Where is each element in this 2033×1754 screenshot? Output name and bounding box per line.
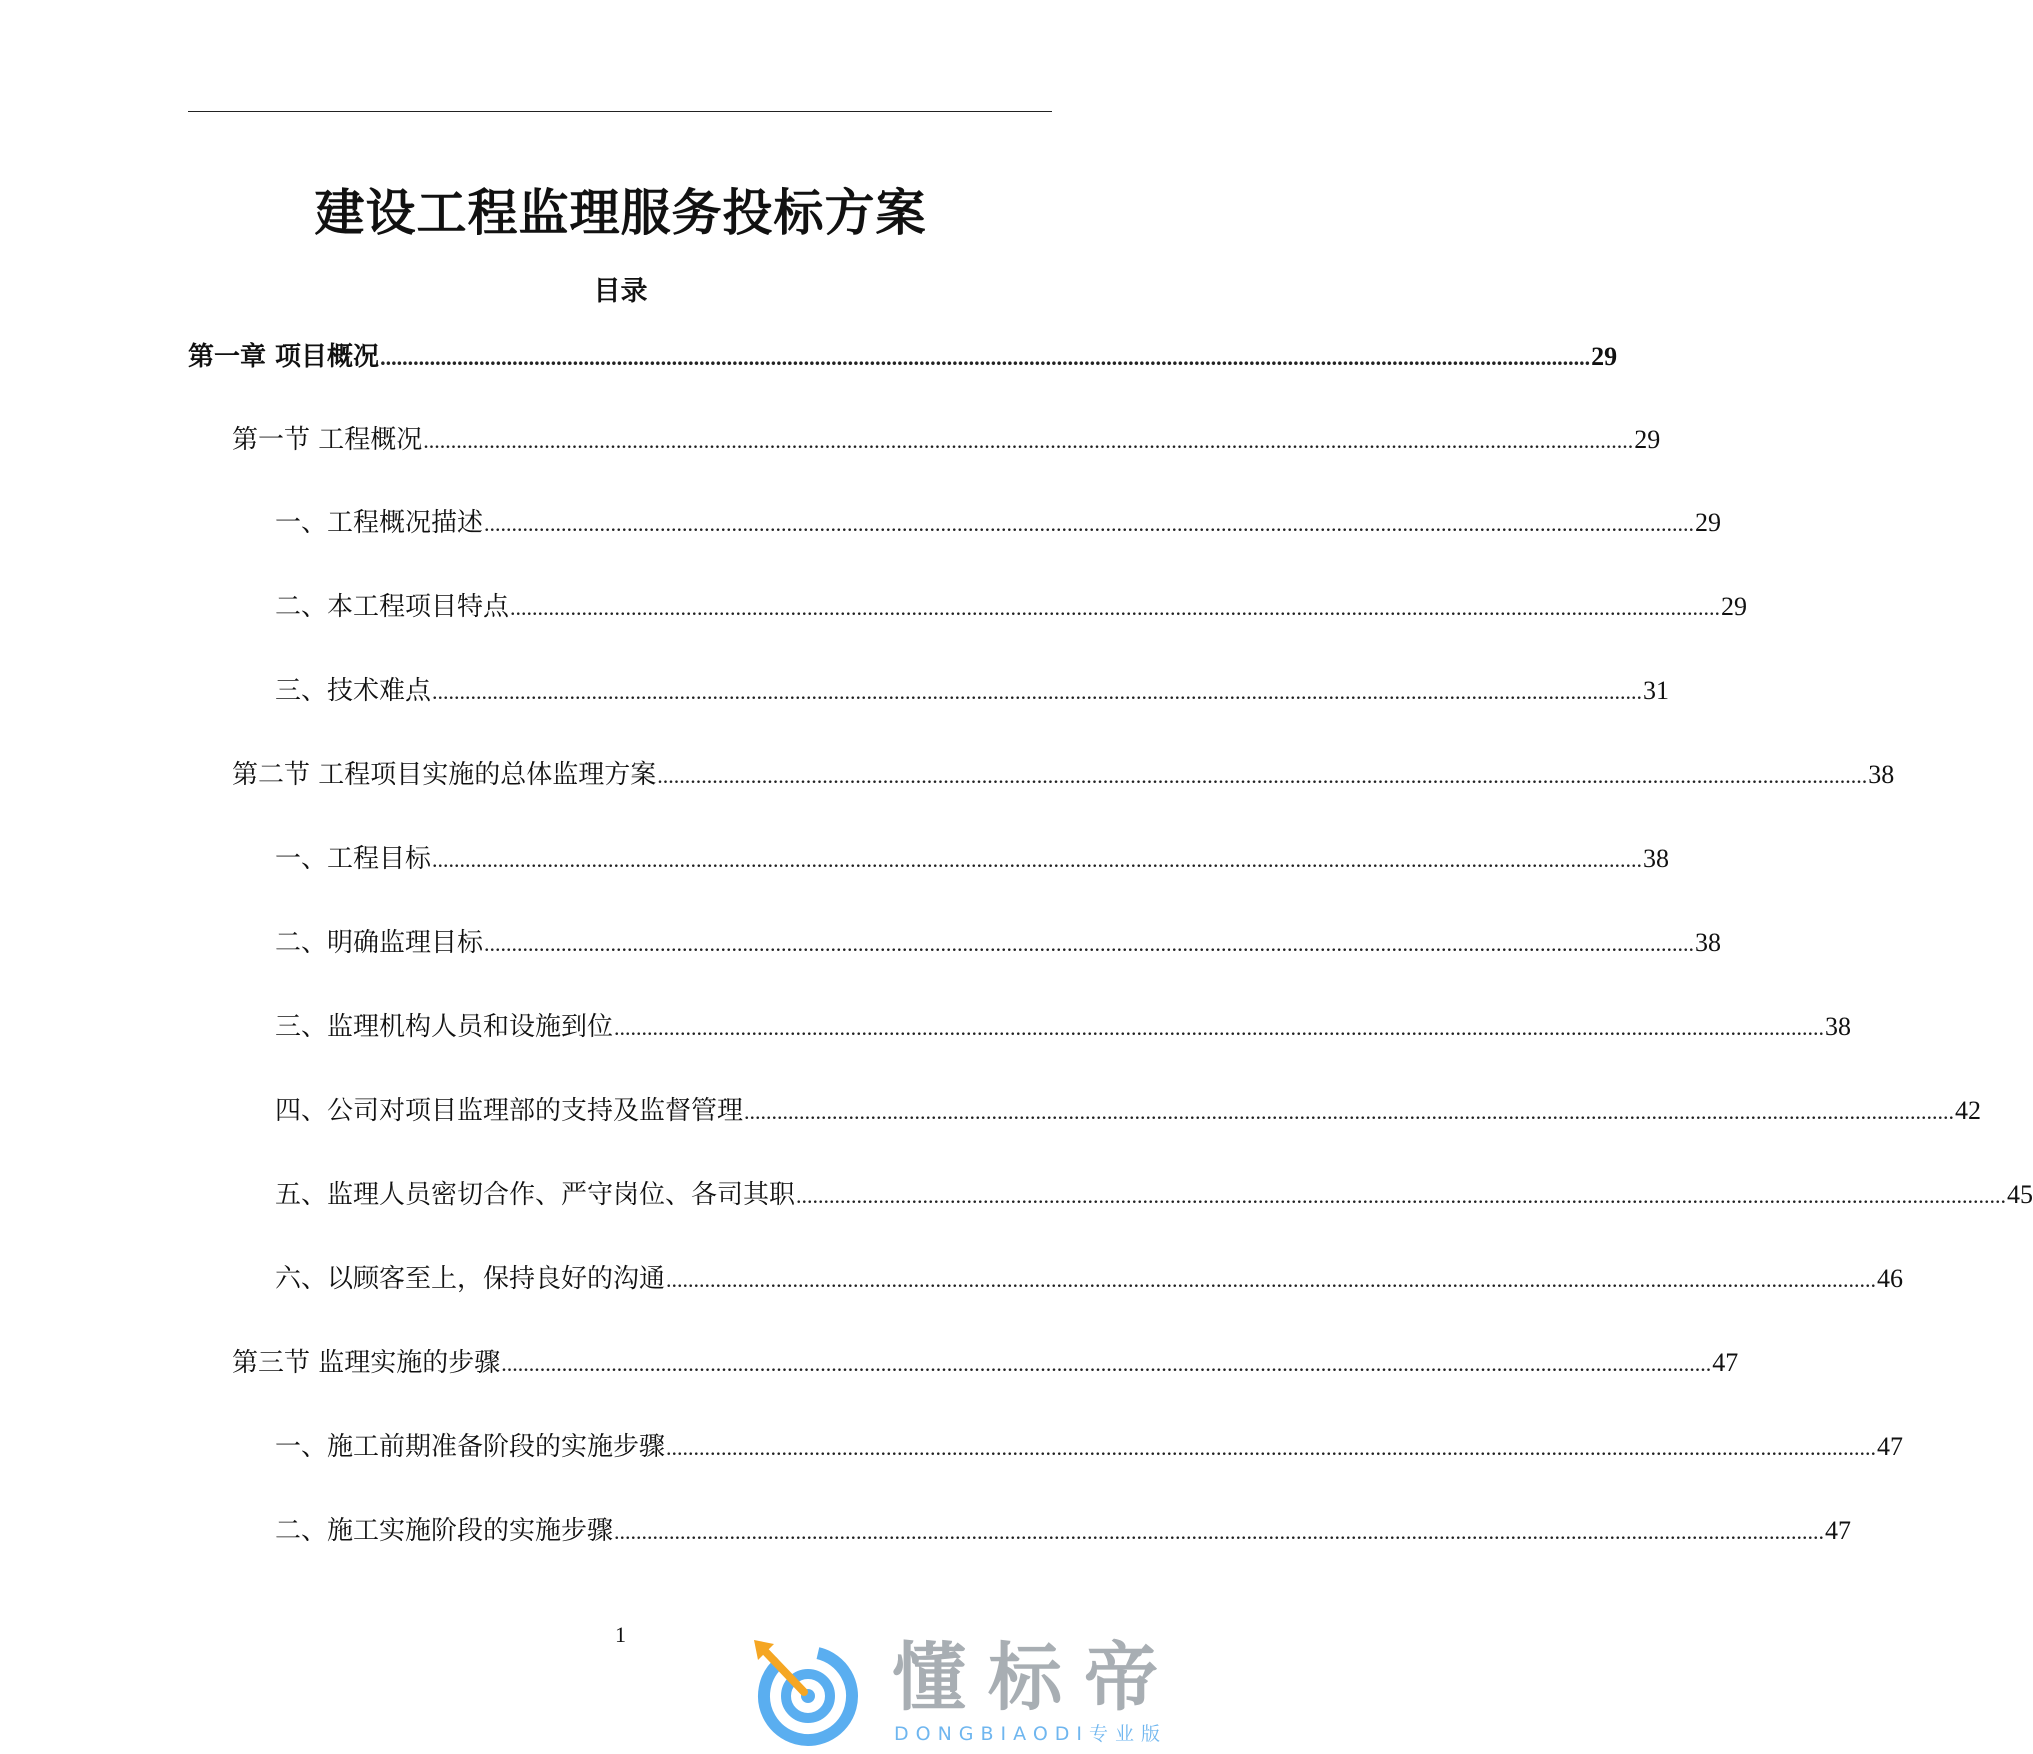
- toc-leader-dots: ............................................................................................................................................................................................................................: [614, 1015, 1825, 1040]
- toc-leader-dots: ............................................................................................................................................................................................................................: [484, 931, 1695, 956]
- toc-entry[interactable]: [275, 1175, 2033, 1216]
- toc-leader-dots: ............................................................................................................................................................................................................................: [380, 345, 1591, 370]
- toc-entry-page: 42: [1955, 1096, 1982, 1125]
- toc-entry[interactable]: [275, 1259, 1904, 1300]
- toc-leader-dots: ............................................................................................................................................................................................................................: [501, 1351, 1712, 1376]
- toc-entry[interactable]: [275, 839, 1670, 880]
- toc-entry-label: 四、公司对项目监理部的支持及监督管理: [275, 1096, 744, 1126]
- toc-entry[interactable]: [232, 420, 1661, 461]
- toc-entry-page: 45: [2007, 1180, 2033, 1209]
- toc-entry-page: 38: [1825, 1012, 1852, 1041]
- toc-leader-dots: ............................................................................................................................................................................................................................: [423, 428, 1634, 453]
- toc-entry-label: 二、施工实施阶段的实施步骤: [275, 1516, 614, 1546]
- toc-entry-page: 47: [1825, 1516, 1852, 1545]
- toc-leader-dots: ............................................................................................................................................................................................................................: [432, 847, 1643, 872]
- toc-entry-label: 第一章 项目概况: [188, 342, 380, 372]
- watermark-brand: 懂标帝: [892, 1635, 1180, 1721]
- toc-entry[interactable]: [275, 587, 1748, 628]
- toc-entry-label: 一、施工前期准备阶段的实施步骤: [275, 1432, 666, 1462]
- toc-entry[interactable]: [275, 671, 1670, 712]
- toc-leader-dots: ............................................................................................................................................................................................................................: [614, 1519, 1825, 1544]
- toc-entry-label: 二、本工程项目特点: [275, 592, 510, 622]
- toc-entry-page: 29: [1634, 425, 1661, 454]
- target-arrow-logo-icon: [748, 1634, 864, 1750]
- watermark: [740, 1630, 1241, 1754]
- toc-entry-page: 38: [1868, 760, 1895, 789]
- toc-entry[interactable]: [275, 1511, 1852, 1552]
- toc-leader-dots: ............................................................................................................................................................................................................................: [666, 1267, 1877, 1292]
- toc-entry[interactable]: [275, 923, 1722, 964]
- toc-leader-dots: ............................................................................................................................................................................................................................: [796, 1183, 2007, 1208]
- toc-entry[interactable]: [188, 337, 1618, 378]
- toc-entry[interactable]: [275, 503, 1722, 544]
- toc-entry-label: 六、以顾客至上，保持良好的沟通: [275, 1264, 666, 1294]
- document-title: 建设工程监理服务投标方案: [314, 184, 927, 242]
- toc-entry-page: 31: [1643, 676, 1670, 705]
- toc-leader-dots: ............................................................................................................................................................................................................................: [484, 511, 1695, 536]
- toc-entry-page: 47: [1712, 1348, 1739, 1377]
- toc-heading: 目录: [593, 276, 648, 307]
- toc-leader-dots: ............................................................................................................................................................................................................................: [432, 679, 1643, 704]
- toc-entry-page: 38: [1643, 844, 1670, 873]
- toc-entry-label: 第二节 工程项目实施的总体监理方案: [232, 760, 657, 790]
- header-rule: [188, 111, 1052, 112]
- toc-entry[interactable]: [275, 1007, 1852, 1048]
- toc-leader-dots: ............................................................................................................................................................................................................................: [510, 595, 1721, 620]
- toc-entry-page: 46: [1877, 1264, 1904, 1293]
- toc-entry-label: 三、监理机构人员和设施到位: [275, 1012, 614, 1042]
- toc-entry[interactable]: [232, 1343, 1739, 1384]
- watermark-subtitle: DONGBIAODI专业版: [894, 1723, 1168, 1745]
- toc-entry-label: 第一节 工程概况: [232, 425, 423, 455]
- toc-entry-label: 五、监理人员密切合作、严守岗位、各司其职: [275, 1180, 796, 1210]
- toc-leader-dots: ............................................................................................................................................................................................................................: [666, 1435, 1877, 1460]
- page-number: 1: [615, 1622, 626, 1647]
- toc-entry-label: 一、工程概况描述: [275, 508, 484, 538]
- toc-entry-label: 三、技术难点: [275, 676, 432, 706]
- toc-entry-label: 二、明确监理目标: [275, 928, 484, 958]
- toc-entry[interactable]: [275, 1427, 1904, 1468]
- toc-entry-label: 第三节 监理实施的步骤: [232, 1348, 501, 1378]
- toc-entry-page: 29: [1695, 508, 1722, 537]
- toc-leader-dots: ............................................................................................................................................................................................................................: [657, 763, 1868, 788]
- toc-entry[interactable]: [275, 1091, 1982, 1132]
- toc-entry-page: 29: [1591, 342, 1618, 371]
- toc-entry-page: 29: [1721, 592, 1748, 621]
- toc-entry-page: 38: [1695, 928, 1722, 957]
- toc-entry-label: 一、工程目标: [275, 844, 432, 874]
- toc-entry[interactable]: [232, 755, 1895, 796]
- toc-leader-dots: ............................................................................................................................................................................................................................: [744, 1099, 1955, 1124]
- toc-entry-page: 47: [1877, 1432, 1904, 1461]
